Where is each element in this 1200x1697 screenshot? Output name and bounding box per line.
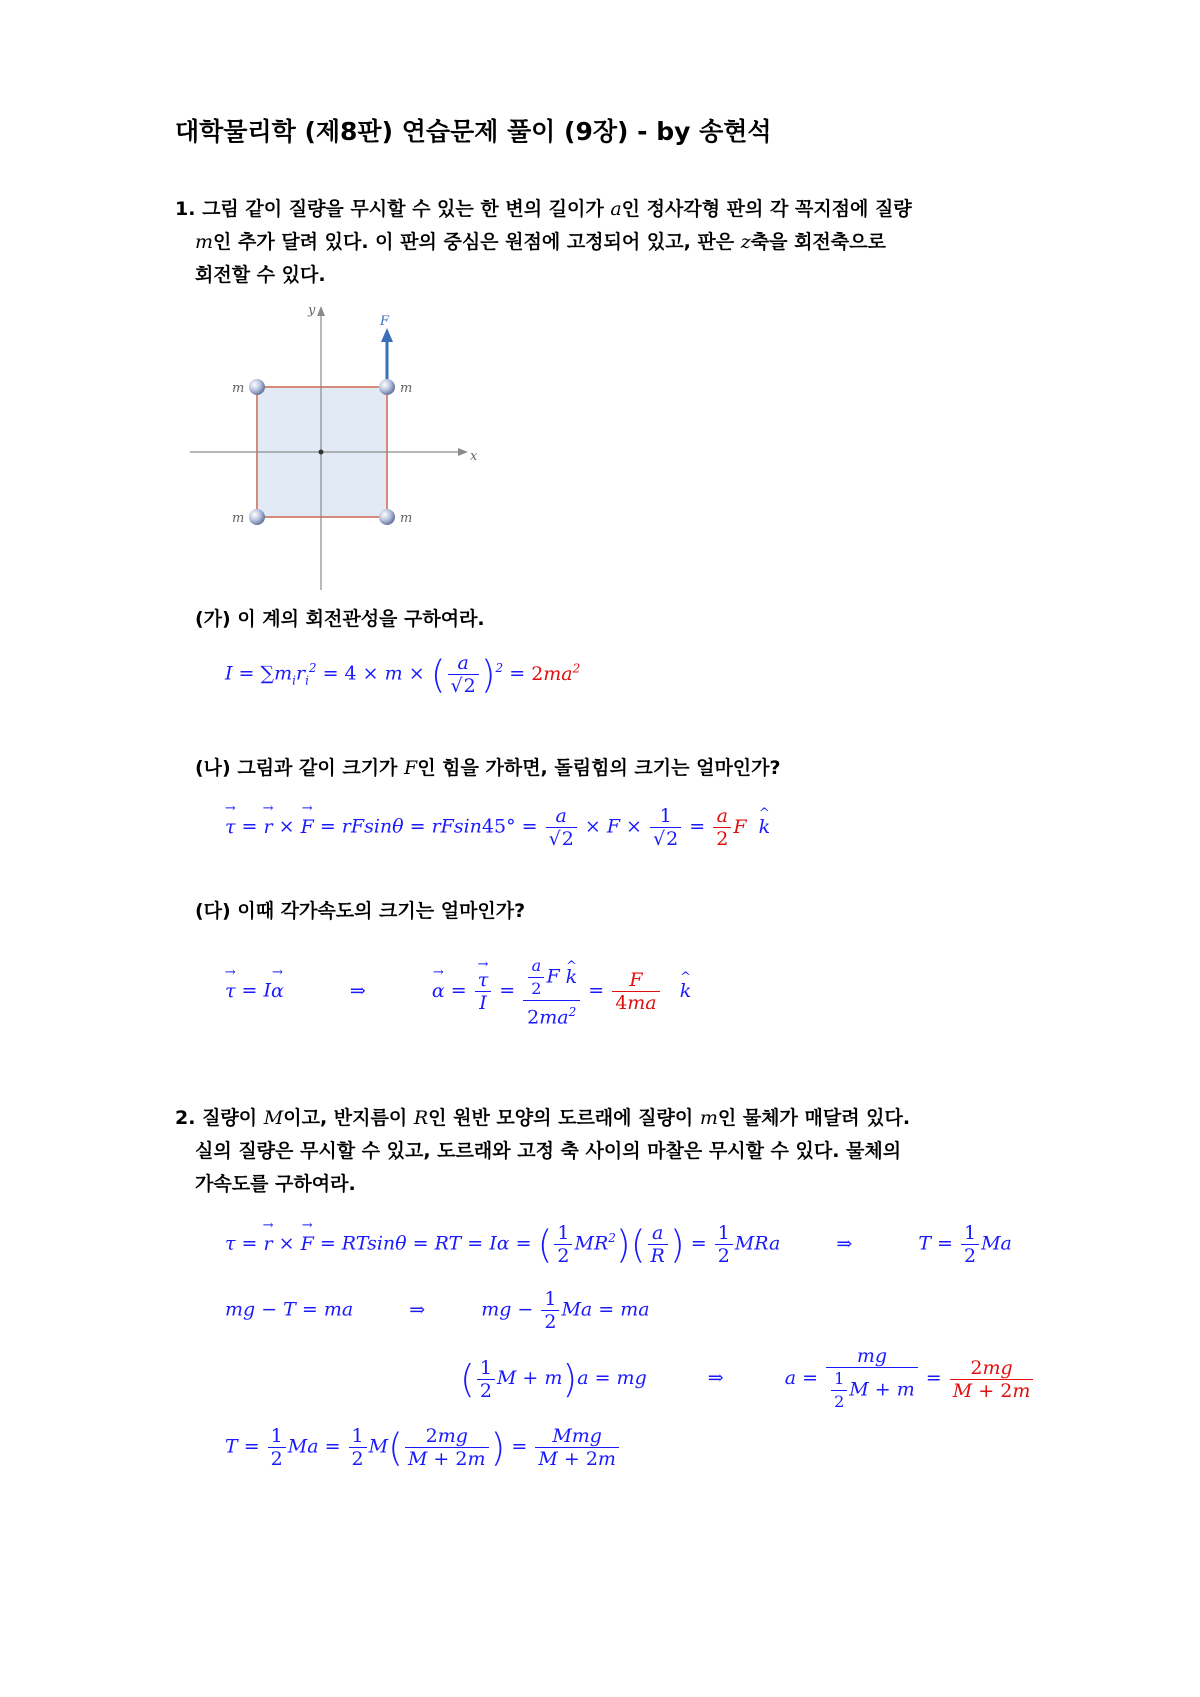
problem2-eq1: τ = → r × → F = RTsinθ = RT = Iα = ( $\frac{1}{2}$ $MR^2$)( $\frac{a}{R}$ ) = $\frac{1}{2}$ MRa ⇒ T = $\frac{1}{2}$ Ma bbox=[225, 1222, 1012, 1267]
y-axis-arrow bbox=[317, 306, 325, 316]
problem2-line3: 가속도를 구하여라. bbox=[195, 1173, 356, 1195]
mass-top-right bbox=[379, 379, 395, 395]
problem2-eq3: ( $\frac{1}{2}$ M + m)a = mg ⇒ a = mg $\frac{1}{2}$ M + m = $\frac{2mg}{M + 2m}$ bbox=[460, 1345, 1035, 1413]
mass-label-bl: m bbox=[232, 511, 245, 526]
mass-label-tl: m bbox=[232, 381, 245, 396]
page-title: 대학물리학 (제8판) 연습문제 풀이 (9장) - by 송현석 bbox=[175, 117, 772, 146]
mass-top-left bbox=[249, 379, 265, 395]
part-a-label: (가) 이 계의 회전관성을 구하여라. bbox=[195, 608, 485, 630]
square-plate-figure bbox=[190, 300, 480, 590]
part-c-label: (다) 이때 각가속도의 크기는 얼마인가? bbox=[195, 900, 526, 922]
force-label: F bbox=[380, 314, 390, 329]
mass-label-br: m bbox=[400, 511, 413, 526]
part-b-equation: → τ = → r × → F = rFsinθ = rFsin45° = $\frac{a}{√2}$ × F × $\frac{1}{√2}$ = $\frac{a}{2}$ F ^ k bbox=[225, 805, 770, 850]
problem1-line3: 회전할 수 있다. bbox=[195, 264, 326, 286]
problem1-line1: 1. 그림 같이 질량을 무시할 수 있는 한 변의 길이가 a인 정사각형 판의 각 꼭지점에 질량 bbox=[175, 198, 912, 220]
mass-label-tr: m bbox=[400, 381, 413, 396]
part-c-equation: → τ = I→ α ⇒ → α = → $\frac{\tau}{I}$ = $\frac{a}{2}$ F ^ k $2ma^2$ = $\frac{F}{4ma}$ ^ k bbox=[225, 955, 691, 1028]
mass-bottom-left bbox=[249, 509, 265, 525]
x-axis-label: x bbox=[470, 449, 478, 464]
problem2-line1: 2. 질량이 M이고, 반지름이 R인 원반 모양의 도르래에 질량이 m인 물체가 매달려 있다. bbox=[175, 1107, 911, 1129]
part-b-label: (나) 그림과 같이 크기가 F인 힘을 가하면, 돌림힘의 크기는 얼마인가? bbox=[195, 757, 781, 779]
x-axis-arrow bbox=[458, 448, 468, 456]
y-axis-label: y bbox=[308, 303, 316, 318]
problem2-line2: 실의 질량은 무시할 수 있고, 도르래와 고정 축 사이의 마찰은 무시할 수 있다. 물체의 bbox=[195, 1140, 902, 1162]
problem1-line2: m인 추가 달려 있다. 이 판의 중심은 원점에 고정되어 있고, 판은 z축을 회전축으로 bbox=[195, 231, 886, 253]
problem2-eq4: T = $\frac{1}{2}$ Ma = $\frac{1}{2}$ M( $\frac{2mg}{M + 2m}$ ) = $\frac{\text{Mmg}}{M + 2m}$ bbox=[225, 1425, 621, 1470]
force-arrow-head bbox=[381, 328, 393, 342]
origin-dot bbox=[319, 450, 324, 455]
part-a-equation: $I = \sum m_ir_i^2 = 4 \times m$ × ( $\frac{a}{√2}$ )$^2 = 2ma^2$ bbox=[225, 652, 581, 697]
mass-bottom-right bbox=[379, 509, 395, 525]
problem2-eq2: mg − T = ma ⇒ mg − $\frac{1}{2}$ Ma = ma bbox=[225, 1288, 650, 1333]
